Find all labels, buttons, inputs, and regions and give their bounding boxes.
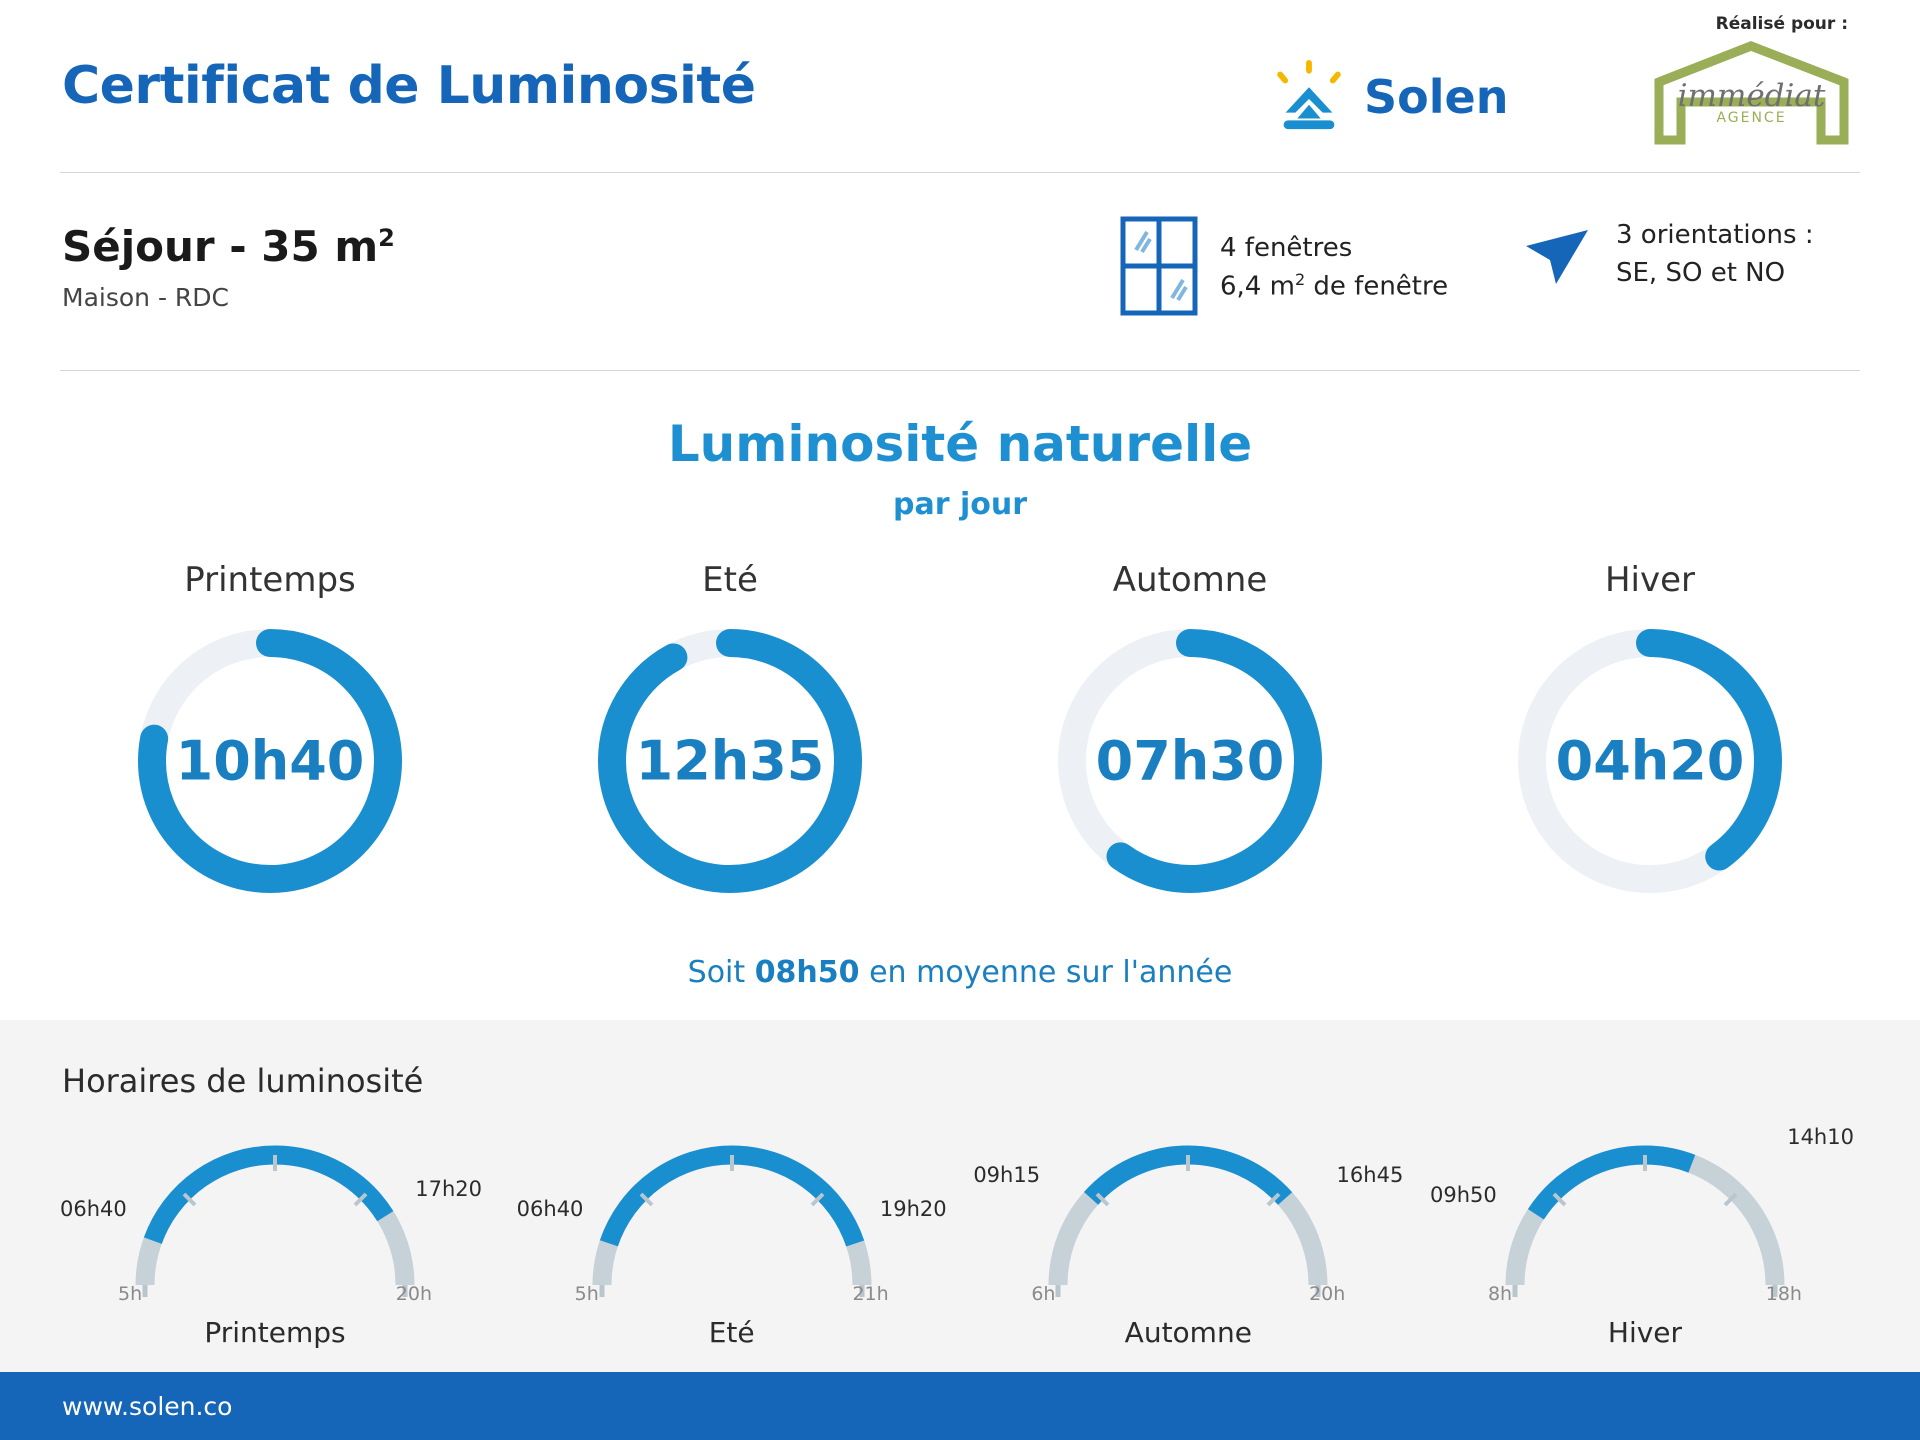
- average-suffix: en moyenne sur l'année: [859, 955, 1233, 990]
- donut-cell: [1440, 560, 1860, 906]
- donut-value: 10h40: [175, 729, 365, 793]
- gauge-cell: [517, 1135, 947, 1355]
- gauge-season-label: Hiver: [1607, 1316, 1683, 1349]
- realise-pour-block: [1604, 14, 1854, 145]
- gauge-season-label: Automne: [1124, 1316, 1252, 1349]
- gauge-end-label: 17h20: [415, 1177, 482, 1201]
- average-value: 08h50: [754, 955, 860, 990]
- donut-season-label: Printemps: [184, 560, 356, 600]
- gauge-axis-start: 5h: [574, 1283, 599, 1305]
- gauge-season-label: Printemps: [204, 1316, 346, 1349]
- yearly-average: [0, 955, 1920, 990]
- gauge-cell: [60, 1135, 490, 1355]
- gauge-season-label: Eté: [708, 1316, 755, 1349]
- gauge-cell: [973, 1135, 1403, 1355]
- gauge-row: [60, 1125, 1860, 1355]
- room-subtitle: Maison - RDC: [62, 283, 229, 312]
- realise-label: Réalisé pour :: [1715, 14, 1848, 34]
- schedule-title: Horaires de luminosité: [62, 1062, 424, 1100]
- agency-logo: [1649, 40, 1854, 145]
- gauge-start-label: 06h40: [60, 1197, 127, 1221]
- room-title-exponent: 2: [378, 224, 395, 252]
- donut-cell: [980, 560, 1400, 906]
- gauge-cell: [1429, 1125, 1860, 1355]
- brand-logo: [1270, 58, 1508, 136]
- gauge-axis-end: 21h: [852, 1283, 889, 1305]
- room-info: [62, 222, 395, 312]
- agency-name: immédiat: [1677, 78, 1826, 114]
- room-title-text: Séjour - 35 m: [62, 222, 379, 271]
- gauge-axis-end: 20h: [1309, 1283, 1346, 1305]
- footer-url[interactable]: www.solen.co: [62, 1392, 233, 1421]
- agency-subtitle: AGENCE: [1716, 110, 1787, 126]
- donut-season-label: Hiver: [1604, 560, 1696, 600]
- gauge-chart: [125, 1135, 425, 1300]
- donut-value: 12h35: [635, 729, 825, 793]
- sun-icon: [1270, 58, 1348, 136]
- windows-area-exponent: 2: [1294, 269, 1306, 289]
- donut-wrap: [125, 616, 415, 906]
- donut-season-label: Automne: [1112, 560, 1268, 600]
- page-header: [0, 0, 1920, 172]
- donut-wrap: [1045, 616, 1335, 906]
- orientation-info: [1520, 216, 1814, 294]
- divider-top: [60, 172, 1860, 173]
- gauge-axis-start: 6h: [1031, 1283, 1056, 1305]
- page-footer: [0, 1372, 1920, 1440]
- donut-value: 07h30: [1095, 729, 1285, 793]
- section-title: Luminosité naturelle: [667, 415, 1253, 473]
- windows-area-value: 6,4 m: [1220, 271, 1295, 302]
- donut-value: 04h20: [1555, 729, 1745, 793]
- donut-cell: [520, 560, 940, 906]
- gauge-axis-start: 8h: [1487, 1283, 1513, 1305]
- windows-area: [1220, 268, 1448, 306]
- donut-wrap: [585, 616, 875, 906]
- orientation-count: 3 orientations :: [1616, 220, 1814, 251]
- donut-wrap: [1505, 616, 1795, 906]
- gauge-start-label: 09h50: [1429, 1183, 1497, 1207]
- donut-cell: [60, 560, 480, 906]
- windows-count: 4 fenêtres: [1220, 232, 1353, 263]
- donut-season-label: Eté: [702, 560, 758, 600]
- room-title: [62, 222, 395, 271]
- gauge-end-label: 19h20: [879, 1197, 947, 1221]
- window-icon: [1120, 216, 1198, 320]
- gauge-axis-start: 5h: [118, 1283, 143, 1305]
- gauge-start-label: 06h40: [516, 1197, 584, 1221]
- gauge-axis-end: 20h: [395, 1283, 432, 1305]
- windows-area-suffix: de fenêtre: [1305, 271, 1449, 302]
- gauge-axis-end: 18h: [1765, 1283, 1802, 1305]
- gauge-chart: [582, 1135, 882, 1300]
- gauge-start-label: 09h15: [973, 1163, 1041, 1187]
- compass-arrow-icon: [1520, 216, 1594, 294]
- gauge-end-label: 14h10: [1787, 1125, 1854, 1149]
- gauge-end-label: 16h45: [1336, 1163, 1404, 1187]
- donut-chart-row: [60, 560, 1860, 906]
- orientation-list: SE, SO et NO: [1616, 258, 1786, 288]
- section-subtitle: par jour: [892, 487, 1027, 522]
- average-prefix: Soit: [687, 955, 755, 990]
- gauge-chart: [1495, 1135, 1795, 1300]
- brand-name: Solen: [1364, 70, 1509, 124]
- schedule-panel: [0, 1020, 1920, 1372]
- divider-middle: [60, 370, 1860, 371]
- windows-info: [1120, 216, 1448, 320]
- orientation-text: [1616, 217, 1814, 292]
- windows-text: [1220, 230, 1448, 306]
- page-title: Certificat de Luminosité: [62, 56, 756, 116]
- gauge-chart: [1038, 1135, 1338, 1300]
